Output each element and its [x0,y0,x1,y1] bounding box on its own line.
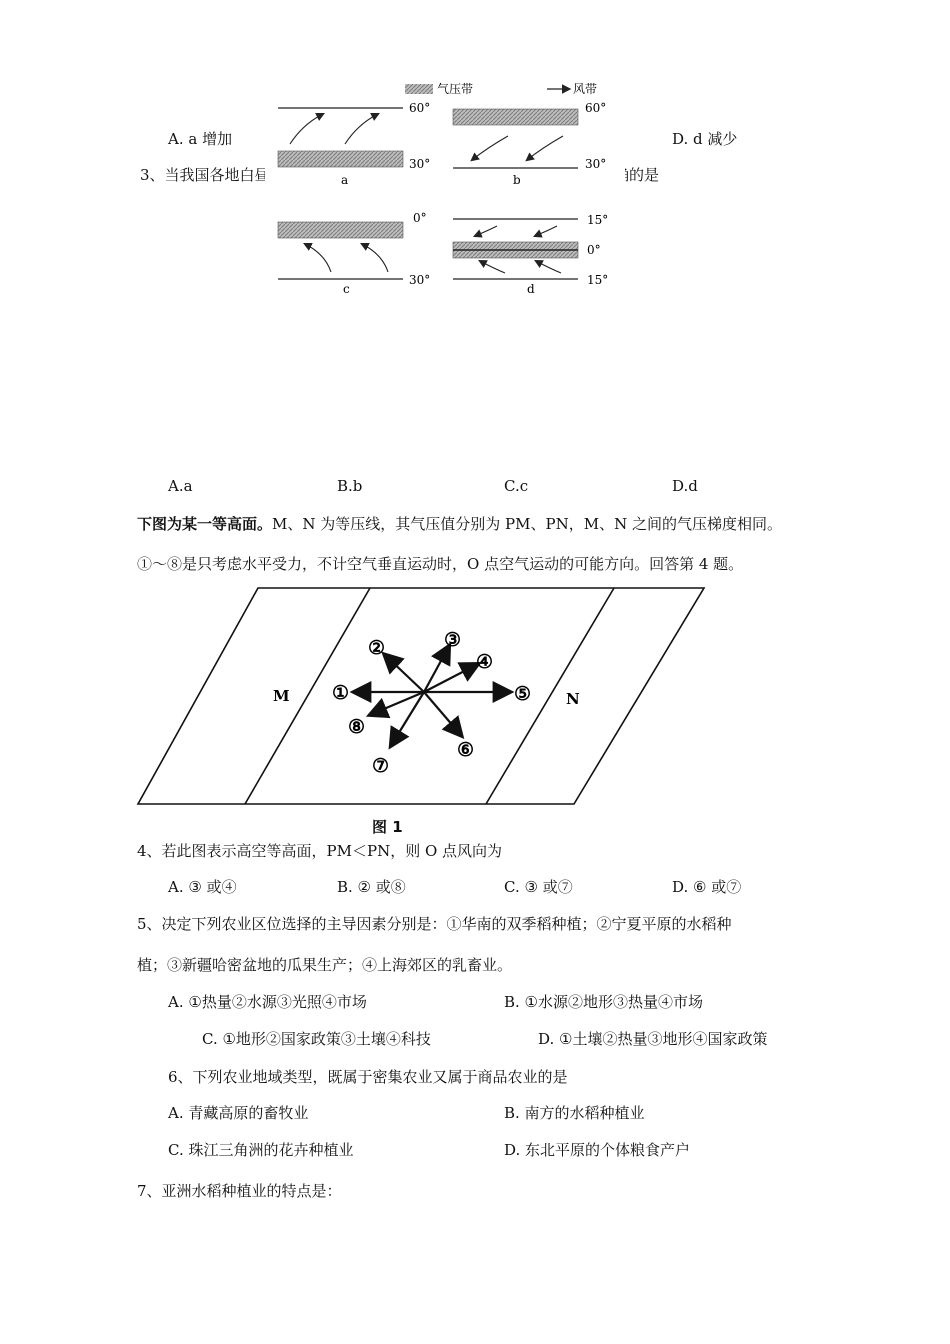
panel-c-top-lat: 0° [413,211,427,225]
panel-c-label: c [343,282,350,296]
arrow-label-7: ⑦ [372,755,390,777]
isobar-figure [130,582,710,832]
panel-c-bottom-lat: 30° [409,273,431,287]
panel-b-top-lat: 60° [585,101,607,115]
intro-line-2: ①～⑧是只考虑水平受力，不计空气垂直运动时，O 点空气运动的可能方向。回答第 4 题。 [137,555,744,573]
q3-option-a: A.a [168,477,193,495]
q7-stem: 7、亚洲水稻种植业的特点是： [137,1182,342,1200]
panel-d-top-lat: 15° [587,213,609,227]
q4-option-c: C. ③ 或⑦ [504,878,573,896]
arrow-label-3: ③ [444,629,462,651]
q4-option-a: A. ③ 或④ [168,878,237,896]
figure-caption: 图 1 [372,818,403,836]
panel-b-label: b [513,173,521,187]
panel-a-label: a [341,173,349,187]
q3-option-d: D.d [672,477,698,495]
q2-option-d: D. d 减少 [672,130,738,148]
q5-stem-line-2: 植；③新疆哈密盆地的瓜果生产；④上海郊区的乳畜业。 [137,956,513,974]
label-m: M [273,687,290,705]
isobar-n [486,588,614,804]
arrow-label-1: ① [332,682,350,704]
q6-option-c: C. 珠江三角洲的花卉种植业 [168,1141,354,1159]
q3-option-c: C.c [504,477,529,495]
arrow-label-4: ④ [476,651,494,673]
intro-bold: 下图为某一等高面。 [137,515,273,533]
panel-a-top-lat: 60° [409,101,431,115]
label-n: N [566,690,580,708]
arrow-label-6: ⑥ [457,739,475,761]
q2-option-a: A. a 增加 [168,130,233,148]
panel-d-mid-lat: 0° [587,243,601,257]
legend-pressure-swatch [405,84,433,94]
isobar-m [245,588,370,804]
q6-option-d: D. 东北平原的个体粮食产户 [504,1141,691,1159]
q6-stem: 6、下列农业地域类型，既属于密集农业又属于商品农业的是 [168,1068,568,1086]
q5-stem-line-1: 5、决定下列农业区位选择的主导因素分别是：①华南的双季稻种植；②宁夏平原的水稻种 [137,915,732,933]
legend-wind-label: 风带 [573,82,598,96]
panel-d-label: d [527,282,535,296]
intro-line-1-rest: M、N 为等压线，其气压值分别为 PM、PN，M、N 之间的气压梯度相同。 [272,515,782,533]
q6-option-a: A. 青藏高原的畜牧业 [168,1104,309,1122]
q3-option-b: B.b [337,477,363,495]
arrow-2 [386,656,424,692]
q4-option-d: D. ⑥ 或⑦ [672,878,742,896]
q5-option-d: D. ①土壤②热量③地形④国家政策 [538,1030,768,1048]
q5-option-a: A. ①热量②水源③光照④市场 [168,993,367,1011]
arrow-6 [424,692,460,734]
q4-stem: 4、若此图表示高空等高面，PM＜PN，则 O 点风向为 [137,842,503,860]
legend-pressure-label: 气压带 [437,82,474,96]
pressure-wind-belts-figure [265,76,625,296]
q3-stem-prefix: 3、当我国各地白昼 [140,166,270,184]
arrow-label-5: ⑤ [514,683,532,705]
q5-option-b: B. ①水源②地形③热量④市场 [504,993,704,1011]
q4-option-b: B. ② 或⑧ [337,878,406,896]
q5-option-c: C. ①地形②国家政策③土壤④科技 [202,1030,431,1048]
q3-stem-suffix: 确的是 [614,166,660,184]
q6-option-b: B. 南方的水稻种植业 [504,1104,645,1122]
arrow-label-8: ⑧ [348,716,366,738]
panel-b-bottom-lat: 30° [585,157,607,171]
panel-d-bottom-lat: 15° [587,273,609,287]
arrow-label-2: ② [368,637,386,659]
intro-line-1 [137,513,782,534]
panel-a-bottom-lat: 30° [409,157,431,171]
